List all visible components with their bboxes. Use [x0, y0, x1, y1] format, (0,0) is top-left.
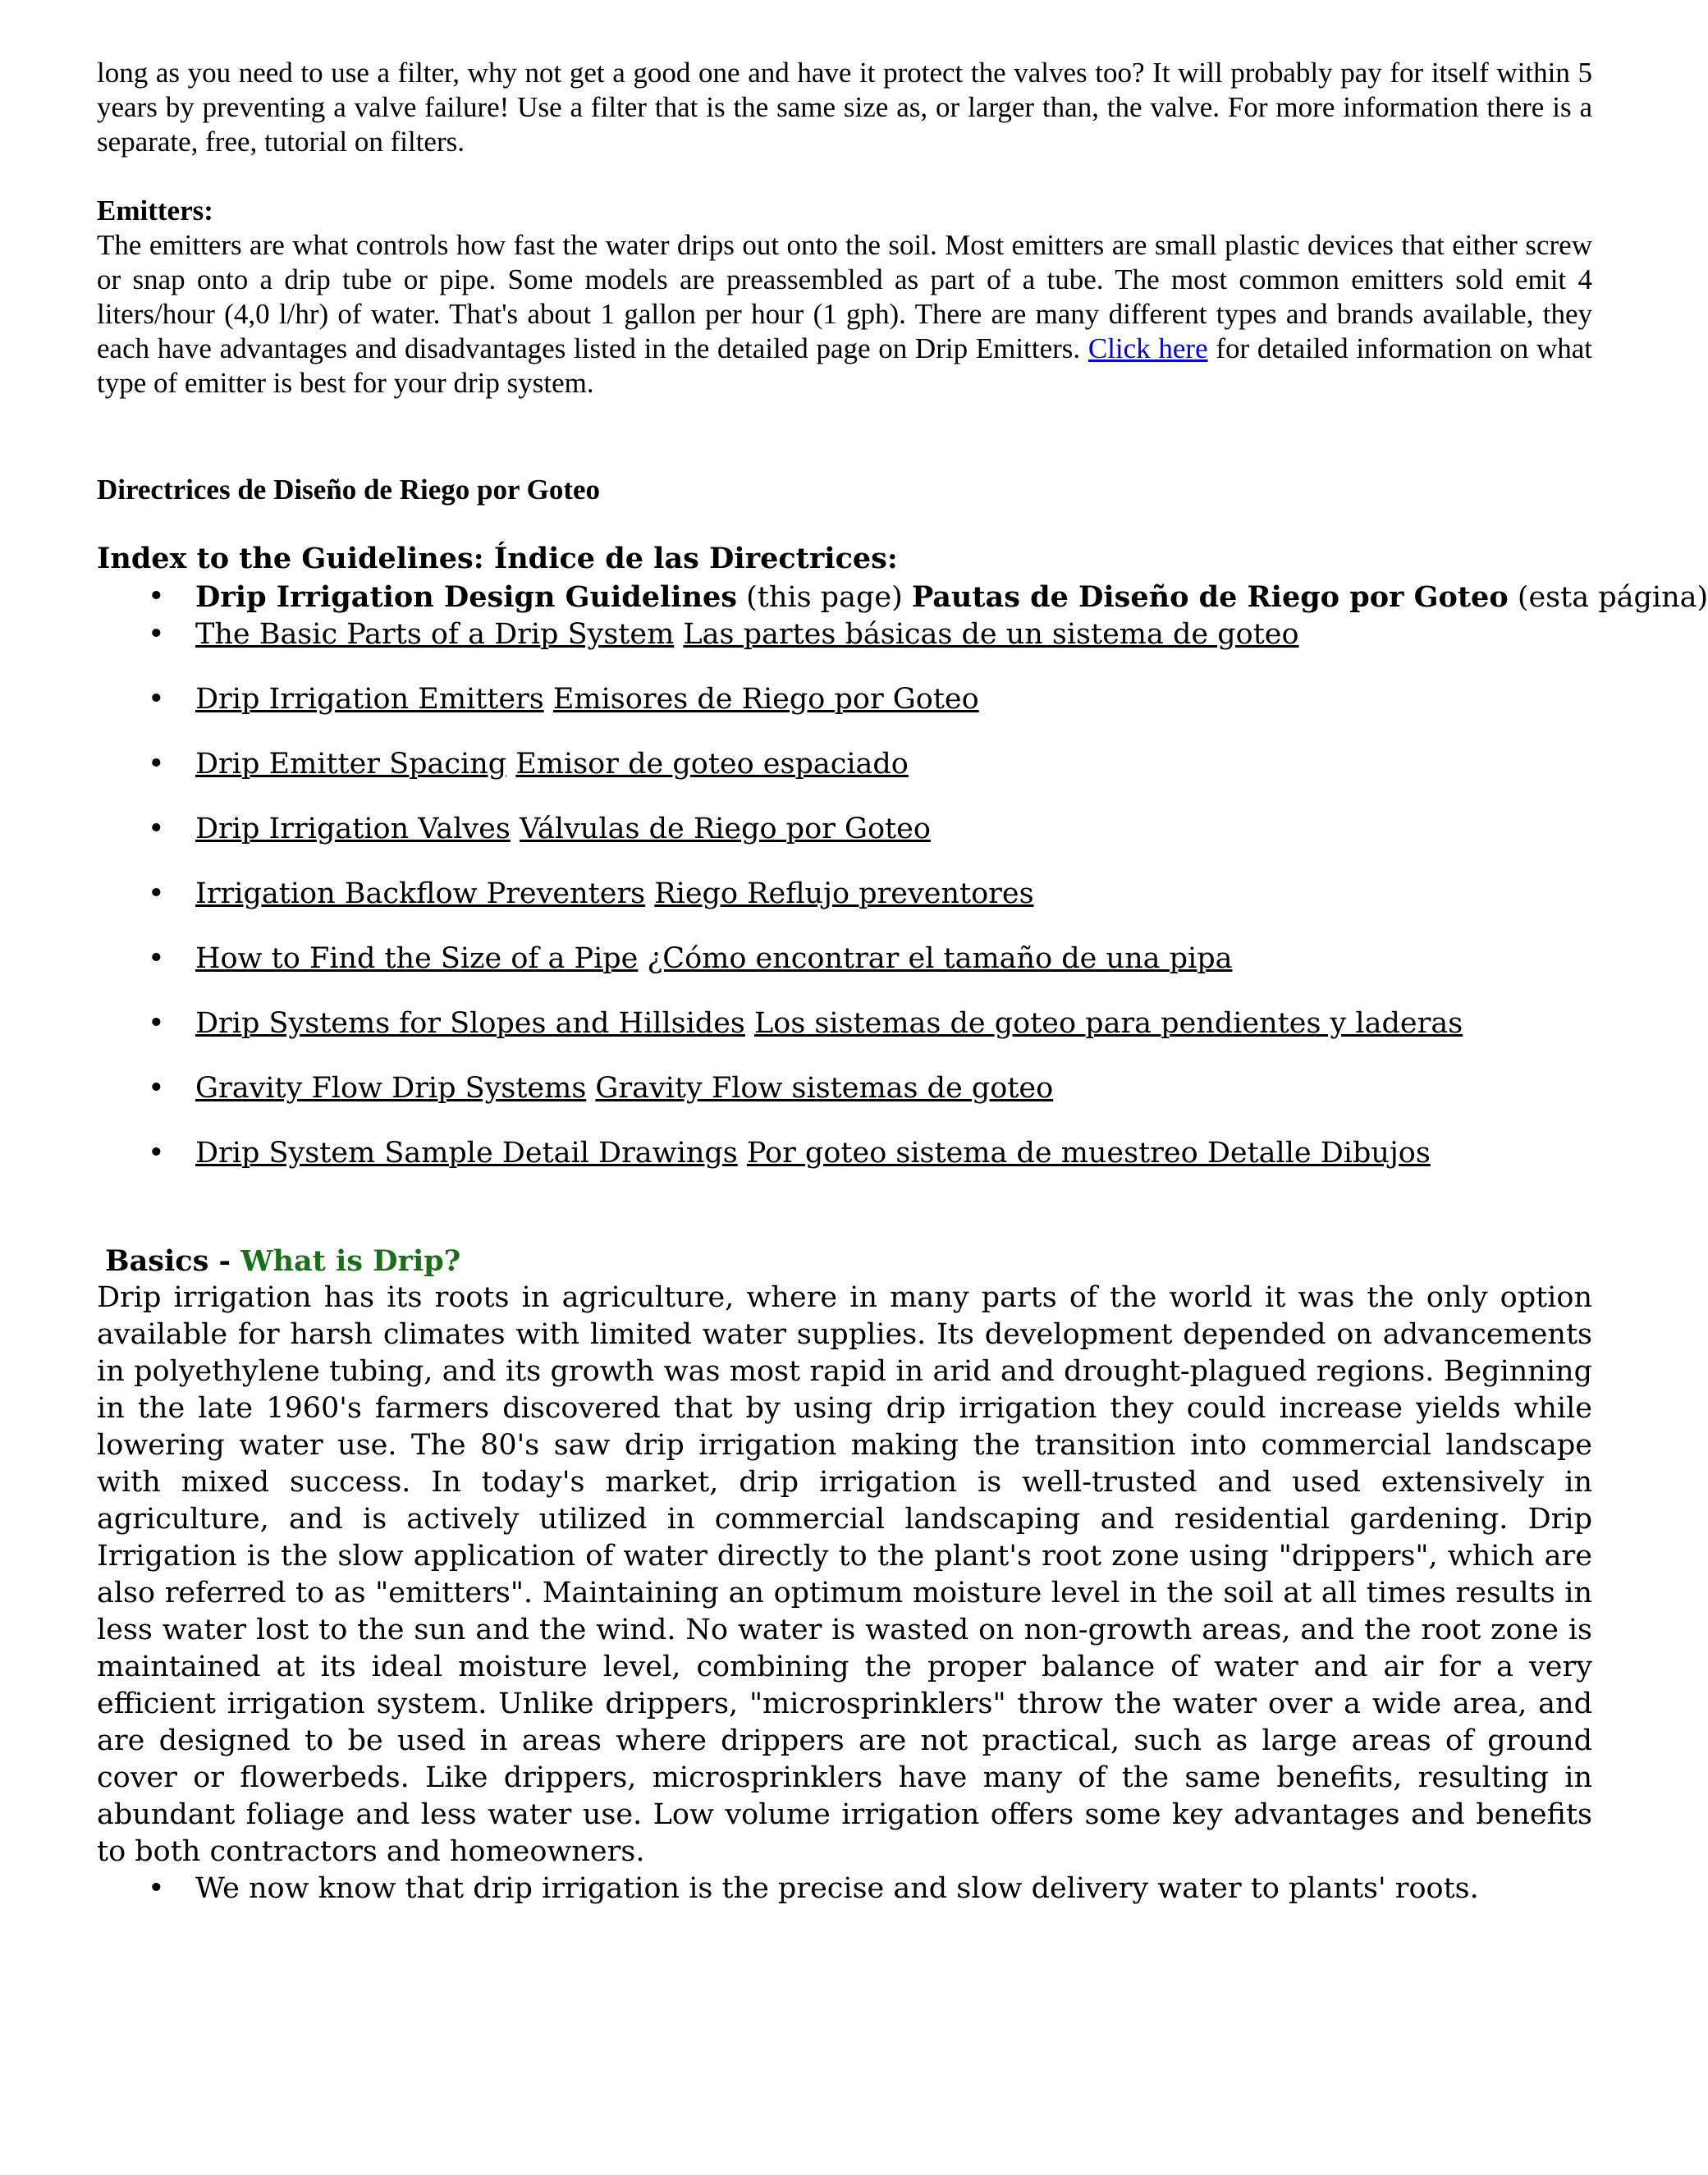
link-backflow-preventers[interactable]: Irrigation Backflow Preventers: [195, 877, 646, 910]
emitters-paragraph: [97, 228, 1592, 401]
list-item: [97, 876, 1592, 913]
link-pipe-size[interactable]: How to Find the Size of a Pipe: [195, 942, 639, 975]
index-heading: Index to the Guidelines: Índice de las Directrices:: [97, 542, 898, 575]
link-slopes-hillsides[interactable]: Drip Systems for Slopes and Hillsides: [195, 1007, 745, 1040]
link-emitter-spacing[interactable]: Drip Emitter Spacing: [195, 748, 507, 781]
filter-paragraph: long as you need to use a filter, why not get a good one and have it protect the valves too? It will probably pay for itself within 5 years by preventing a valve failure! Use a filter that is the same size as, or larger than, the valve. For more information there is a separate, free, tutorial on filters.: [97, 57, 1592, 158]
basics-paragraph: Drip irrigation has its roots in agriculture, where in many parts of the world it was the only option available for harsh climates with limited water supplies. Its development depended on advancements in polyethylene tubing, and its growth was most rapid in arid and drought-plagued regions. Beginning in the late 1960's farmers discovered that by using drip irrigation they could increase yields while lowering water use. The 80's saw drip irrigation making the transition into commercial landscape with mixed success. In today's market, drip irrigation is well-trusted and used extensively in agriculture, and is actively utilized in commercial landscaping and residential gardening. Drip Irrigation is the slow application of water directly to the plant's root zone using "drippers", which are also referred to as "emitters". Maintaining an optimum moisture level in the soil at all times results in less water lost to the sun and the wind. No water is wasted on non-growth areas, and the root zone is maintained at its ideal moisture level, combining the proper balance of water and air for a very efficient irrigation system. Unlike drippers, "microsprinklers" throw the water over a wide area, and are designed to be used in areas where drippers are not practical, such as large areas of ground cover or flowerbeds. Like drippers, microsprinklers have many of the same benefits, resulting in abundant foliage and less water use. Low volume irrigation offers some key advantages and benefits to both contractors and homeowners.: [97, 1281, 1592, 1868]
bullet-icon: •: [148, 877, 165, 910]
link-emisores[interactable]: Emisores de Riego por Goteo: [552, 683, 979, 716]
bullet-icon: •: [148, 580, 165, 613]
link-pendientes-laderas[interactable]: Los sistemas de goteo para pendientes y laderas: [754, 1007, 1463, 1040]
list-item: [97, 1135, 1592, 1172]
link-partes-basicas[interactable]: Las partes básicas de un sistema de goteo: [683, 618, 1299, 651]
list-item: [97, 1070, 1592, 1107]
emitters-text: The emitters are what controls how fast the water drips out onto the soil. Most emitters are small plastic devices that either screw or snap onto a drip tube or pipe. Some models are preassembled as part of a tube. The most common emitters sold emit 4 liters/hour (4,0 l/hr) of water. That's about 1 gallon per hour (1 gph). There are many different types and brands available, they each have advantages and disadvantages listed in the detailed page on Drip Emitters.: [97, 229, 1592, 364]
bullet-icon: •: [148, 748, 165, 781]
basics-bullet-list: [97, 1870, 1592, 1907]
bullet-icon: •: [148, 813, 165, 845]
document-page: [97, 56, 1708, 1907]
index-current-en: Drip Irrigation Design Guidelines: [195, 580, 737, 614]
index-current-es-note: (esta página): [1517, 581, 1708, 614]
bullet-icon: •: [148, 942, 165, 975]
click-here-link[interactable]: Click here: [1088, 332, 1208, 364]
guidelines-index-list: [97, 579, 1708, 1172]
bullet-icon: •: [148, 1072, 165, 1105]
basics-label: Basics -: [105, 1244, 231, 1278]
link-basic-parts[interactable]: The Basic Parts of a Drip System: [195, 618, 675, 651]
list-item: [97, 746, 1592, 783]
index-current-en-note: (this page): [746, 581, 903, 614]
list-item: [97, 811, 1592, 848]
link-valvulas[interactable]: Válvulas de Riego por Goteo: [519, 813, 931, 845]
bullet-icon: •: [148, 1872, 165, 1905]
list-item: [97, 616, 1592, 653]
link-detail-drawings[interactable]: Drip System Sample Detail Drawings: [195, 1137, 738, 1170]
bullet-icon: •: [148, 618, 165, 651]
list-item: [97, 579, 1708, 616]
bullet-icon: •: [148, 683, 165, 716]
link-drip-emitters[interactable]: Drip Irrigation Emitters: [195, 683, 544, 716]
link-detalle-dibujos[interactable]: Por goteo sistema de muestreo Detalle Dibujos: [746, 1137, 1431, 1170]
basics-bullet-text: We now know that drip irrigation is the precise and slow delivery water to plants' roots.: [195, 1872, 1479, 1905]
emitters-heading: Emitters:: [97, 195, 213, 227]
emitters-text-after-link: for detailed information on what type of emitter is best for your drip system.: [97, 332, 1593, 399]
link-gravity-flow[interactable]: Gravity Flow Drip Systems: [195, 1072, 587, 1105]
list-item: [97, 1870, 1592, 1907]
list-item: [97, 941, 1592, 978]
list-item: [97, 1005, 1592, 1042]
basics-heading: [97, 1243, 1592, 1280]
list-item: [97, 681, 1592, 718]
basics-title: What is Drip?: [240, 1244, 461, 1278]
link-irrigation-valves[interactable]: Drip Irrigation Valves: [195, 813, 511, 845]
bullet-icon: •: [148, 1007, 165, 1040]
link-gravity-flow-es[interactable]: Gravity Flow sistemas de goteo: [595, 1072, 1054, 1105]
bullet-icon: •: [148, 1137, 165, 1170]
link-tamano-pipa[interactable]: ¿Cómo encontrar el tamaño de una pipa: [647, 942, 1233, 975]
link-reflujo-preventores[interactable]: Riego Reflujo preventores: [654, 877, 1034, 910]
link-emisor-espaciado[interactable]: Emisor de goteo espaciado: [515, 748, 909, 781]
index-current-es: Pautas de Diseño de Riego por Goteo: [911, 580, 1509, 614]
spanish-heading: Directrices de Diseño de Riego por Goteo: [97, 474, 601, 506]
